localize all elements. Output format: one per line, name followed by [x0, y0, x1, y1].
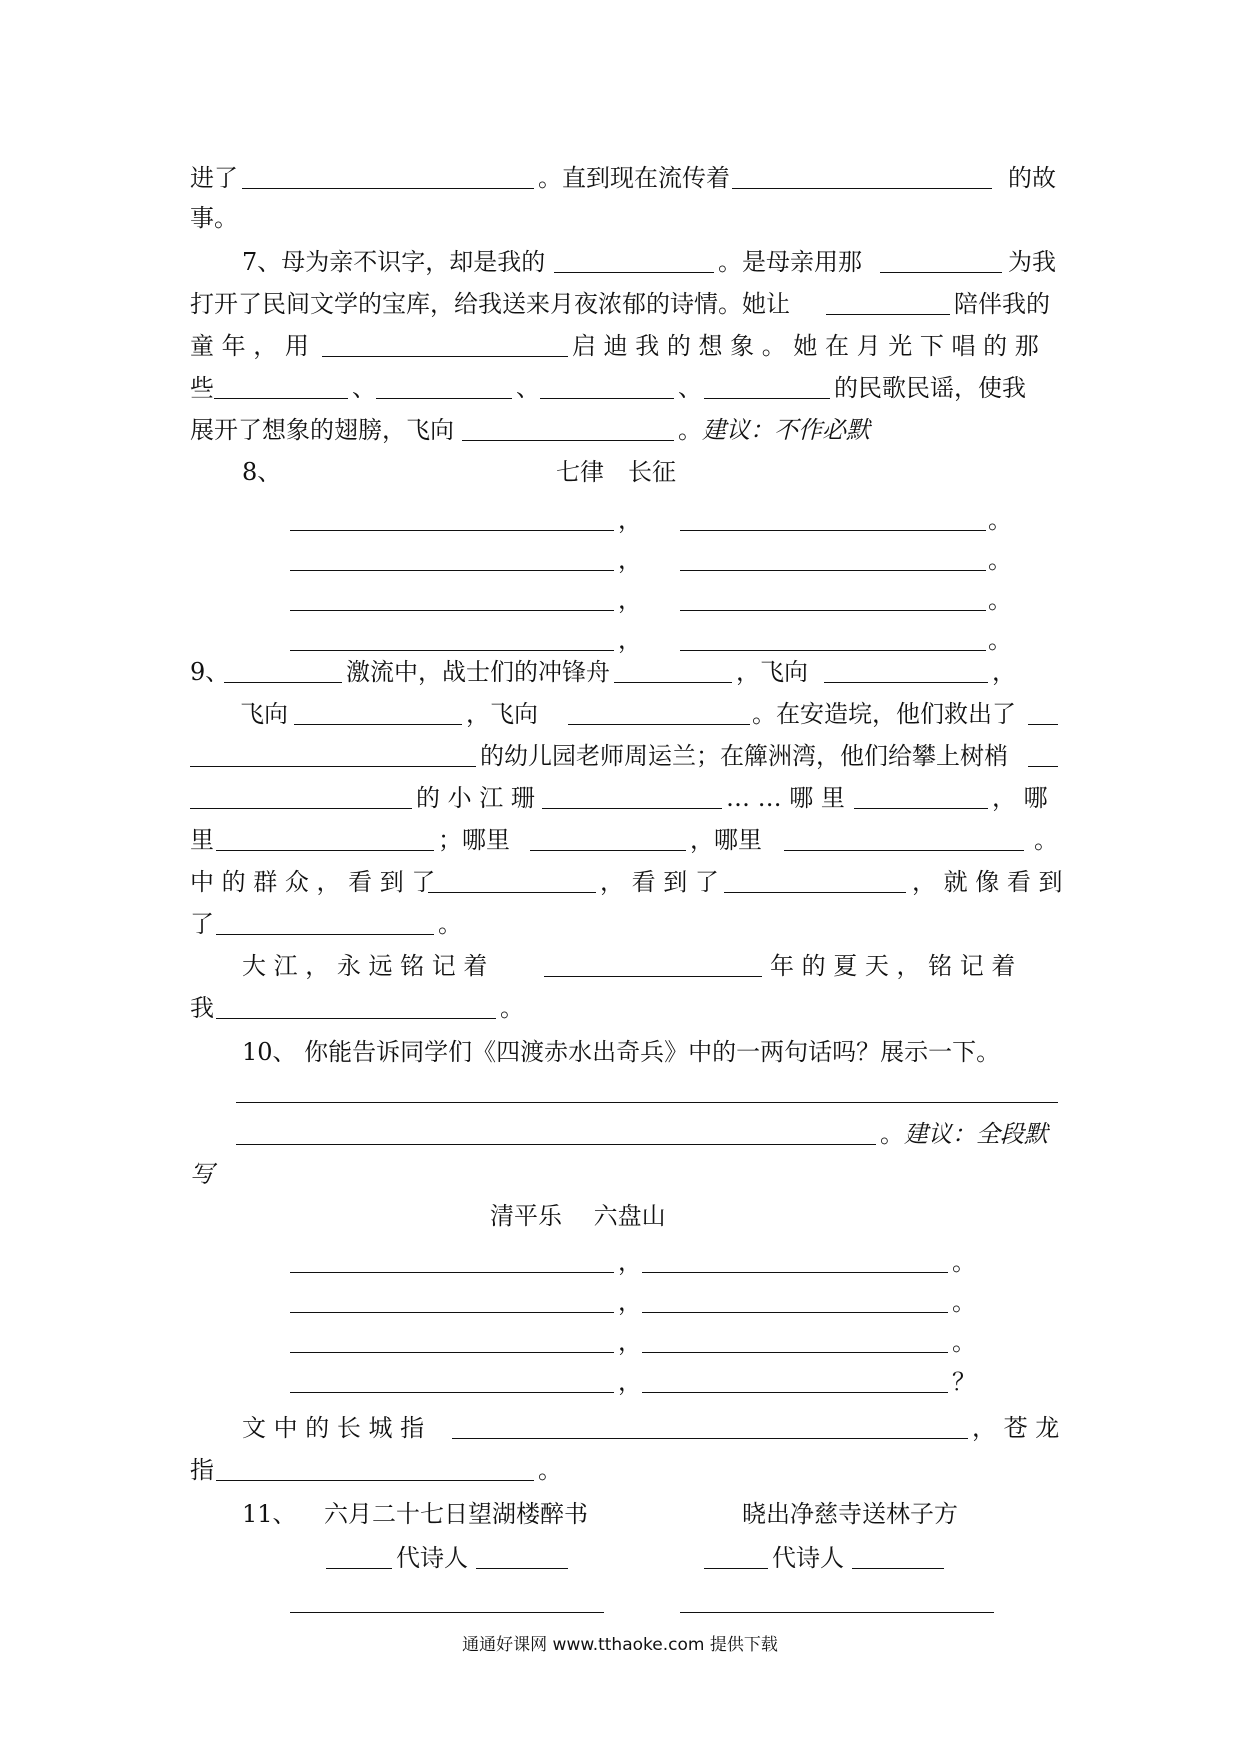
q9-text: ， [992, 658, 1016, 686]
comma-text: ， [618, 586, 642, 614]
q7-line-5 [190, 410, 1060, 450]
q9-line-4 [190, 778, 1060, 818]
q10-line-3 [190, 1114, 1060, 1154]
answer-blank[interactable] [680, 570, 986, 571]
poem-title: 清平乐 六盘山 [490, 1202, 666, 1230]
answer-blank[interactable] [642, 1352, 948, 1353]
q9-text: 大 江 ， 永 远 铭 记 着 [242, 952, 488, 980]
q9-text: 的幼儿园老师周运兰；在簰洲湾，他们给攀上树梢 [480, 742, 1008, 770]
q8-poem-row [190, 540, 1060, 580]
q9-text: ，飞向 [466, 700, 538, 728]
q9-text: … … 哪 里 [726, 784, 845, 812]
q9-text: 激流中，战士们的冲锋舟 [346, 658, 610, 686]
q9-text: ，飞向 [736, 658, 808, 686]
answer-blank[interactable] [216, 1018, 496, 1019]
answer-blank[interactable] [680, 1612, 994, 1613]
suggestion-note: 建议：不作必默 [702, 416, 870, 444]
q7-text: 陪伴我的 [954, 290, 1050, 318]
comma-text: ， [618, 1368, 642, 1396]
answer-blank[interactable] [614, 682, 732, 683]
answer-blank[interactable] [290, 610, 614, 611]
poem2-row [190, 1362, 1060, 1402]
comma-text: ， [618, 1248, 642, 1276]
answer-blank[interactable] [452, 1438, 968, 1439]
suggestion-note: 建议：全段默 [904, 1120, 1048, 1148]
q9-line-7 [190, 904, 1060, 944]
poem2-q-line-2 [190, 1450, 1060, 1490]
poem-title: 六月二十七日望湖楼醉书 [324, 1500, 588, 1528]
answer-blank[interactable] [852, 1568, 944, 1569]
answer-blank[interactable] [680, 650, 986, 651]
q9-line-9 [190, 988, 1060, 1028]
q11-text: 代诗人 [396, 1544, 468, 1572]
poem2-text: 指 [190, 1456, 214, 1484]
q6-text: 。直到现在流传着 [538, 164, 730, 192]
answer-blank[interactable] [642, 1312, 948, 1313]
q7-line-4 [190, 368, 1060, 408]
q9-text: 。 [1034, 826, 1058, 854]
q10-text: 10、 你能告诉同学们《四渡赤水出奇兵》中的一两句话吗？展示一下。 [242, 1038, 1001, 1066]
comma-text: ， [618, 1288, 642, 1316]
period-text: 。 [988, 586, 1012, 614]
answer-blank[interactable] [290, 1312, 614, 1313]
answer-blank[interactable] [568, 724, 750, 725]
separator-text: 、 [516, 374, 540, 402]
period-text: 。 [952, 1248, 976, 1276]
answer-blank[interactable] [294, 724, 462, 725]
answer-blank[interactable] [236, 1144, 876, 1145]
q9-text: 飞向 [240, 700, 288, 728]
answer-blank[interactable] [290, 1612, 604, 1613]
answer-blank[interactable] [290, 530, 614, 531]
suggestion-note: 写 [190, 1160, 214, 1188]
poem2-q-line-1 [190, 1408, 1060, 1448]
comma-text: ， [618, 546, 642, 574]
answer-blank[interactable] [462, 440, 674, 441]
answer-blank[interactable] [428, 892, 596, 893]
period-text: 。 [538, 1456, 562, 1484]
answer-blank[interactable] [642, 1392, 948, 1393]
poem2-row [190, 1282, 1060, 1322]
period-text: 。 [988, 506, 1012, 534]
answer-blank[interactable] [216, 1480, 534, 1481]
period-text: 。 [952, 1328, 976, 1356]
answer-blank[interactable] [680, 610, 986, 611]
q7-text: 展开了想象的翅膀，飞向 [190, 416, 454, 444]
q7-line-3 [190, 326, 1060, 366]
q7-text: 7、母为亲不识字，却是我的 [242, 248, 546, 276]
answer-blank[interactable] [216, 934, 434, 935]
q9-text: 。 [438, 910, 462, 938]
answer-blank[interactable] [236, 1102, 1058, 1103]
answer-blank[interactable] [704, 398, 830, 399]
q9-line-1 [190, 652, 1060, 692]
question-number: 9、 [190, 658, 230, 686]
q10-line-2 [190, 1072, 1060, 1112]
q9-line-5 [190, 820, 1060, 860]
q9-text: 年 的 夏 天 ， 铭 记 着 [770, 952, 1016, 980]
q8-poem-row [190, 580, 1060, 620]
answer-blank[interactable] [642, 1272, 948, 1273]
separator-text: 、 [352, 374, 376, 402]
poem2-row [190, 1242, 1060, 1282]
answer-blank[interactable] [732, 188, 992, 189]
q10-line-1 [190, 1032, 1060, 1072]
q9-line-3 [190, 736, 1060, 776]
q9-line-8 [190, 946, 1060, 986]
period-text: 。 [988, 626, 1012, 654]
poem2-text: ， 苍 龙 [972, 1414, 1060, 1442]
period-text: 。 [988, 546, 1012, 574]
q6-line-1 [190, 158, 1060, 198]
answer-blank[interactable] [826, 314, 950, 315]
q9-text: 里 [190, 826, 214, 854]
answer-blank[interactable] [530, 850, 686, 851]
poem2-text: 文 中 的 长 城 指 [242, 1414, 425, 1442]
answer-blank[interactable] [854, 808, 988, 809]
q11-header [190, 1494, 1060, 1534]
answer-blank[interactable] [1028, 766, 1058, 767]
q9-text: ；哪里 [438, 826, 510, 854]
q7-text: 的民歌民谣，使我 [834, 374, 1026, 402]
answer-blank[interactable] [290, 1352, 614, 1353]
answer-blank[interactable] [704, 1568, 768, 1569]
answer-blank[interactable] [290, 1272, 614, 1273]
answer-blank[interactable] [680, 530, 986, 531]
answer-blank[interactable] [544, 976, 762, 977]
answer-blank[interactable] [542, 808, 722, 809]
comma-text: ， [618, 506, 642, 534]
q8-poem-row [190, 500, 1060, 540]
q9-text: 了 [190, 910, 214, 938]
q7-text: 启 迪 我 的 想 象 。 她 在 月 光 下 唱 的 那 [572, 332, 1039, 360]
q9-text: ， 就 像 看 到 [912, 868, 1063, 896]
q6-text: 的故 [1008, 164, 1056, 192]
answer-blank[interactable] [190, 808, 412, 809]
q7-text: 些 [190, 374, 214, 402]
separator-text: 、 [678, 374, 702, 402]
page-footer: 通通好课网 www.tthaoke.com 提供下载 [462, 1635, 778, 1655]
answer-blank[interactable] [1028, 724, 1058, 725]
answer-blank[interactable] [824, 682, 988, 683]
answer-blank[interactable] [554, 272, 714, 273]
q9-text: 。 [500, 994, 524, 1022]
q7-line-2 [190, 284, 1060, 324]
answer-blank[interactable] [322, 356, 568, 357]
q7-line-1 [190, 242, 1060, 282]
comma-text: ， [618, 626, 642, 654]
q9-line-2 [190, 694, 1060, 734]
q9-line-6 [190, 862, 1063, 902]
answer-blank[interactable] [290, 570, 614, 571]
q6-line-2 [190, 198, 1060, 238]
q7-text: 。 [678, 416, 702, 444]
answer-blank[interactable] [376, 398, 512, 399]
question-number: 11、 [242, 1500, 297, 1528]
comma-text: ， [618, 1328, 642, 1356]
answer-blank[interactable] [214, 398, 348, 399]
q11-text: 代诗人 [772, 1544, 844, 1572]
answer-blank[interactable] [290, 1392, 614, 1393]
q7-text: 为我 [1008, 248, 1056, 276]
q7-text: 。是母亲用那 [718, 248, 862, 276]
answer-blank[interactable] [724, 892, 906, 893]
answer-blank[interactable] [242, 188, 534, 189]
answer-blank[interactable] [784, 850, 1024, 851]
q9-text: 。在安造垸，他们救出了 [752, 700, 1016, 728]
poem-title: 晓出净慈寺送林子方 [742, 1500, 958, 1528]
answer-blank[interactable] [880, 272, 1002, 273]
q9-text: ，哪里 [690, 826, 762, 854]
answer-blank[interactable] [224, 682, 342, 683]
answer-blank[interactable] [216, 850, 434, 851]
q6-text: 事。 [190, 204, 238, 232]
q10-line-4 [190, 1154, 1060, 1194]
q11-dynasty-line [190, 1538, 1060, 1578]
q7-text: 打开了民间文学的宝库，给我送来月夜浓郁的诗情。她让 [190, 290, 790, 318]
q8-header [190, 452, 1060, 492]
q9-text: ， 哪 [992, 784, 1048, 812]
answer-blank[interactable] [540, 398, 674, 399]
q9-text: 我 [190, 994, 214, 1022]
q9-text: 的 小 江 珊 [416, 784, 535, 812]
answer-blank[interactable] [476, 1568, 568, 1569]
poem2-row [190, 1322, 1060, 1362]
answer-blank[interactable] [190, 766, 476, 767]
q6-text: 进了 [190, 164, 238, 192]
question-number: 8、 [242, 458, 282, 486]
answer-blank[interactable] [290, 650, 614, 651]
period-text: 。 [952, 1288, 976, 1316]
q9-text: 中 的 群 众 ， 看 到 了 [190, 868, 436, 896]
period-text: 。 [880, 1120, 904, 1148]
poem-title: 七律 长征 [556, 458, 676, 486]
q9-text: ， 看 到 了 [600, 868, 719, 896]
q7-text: 童 年 ， 用 [190, 332, 309, 360]
answer-blank[interactable] [326, 1568, 392, 1569]
question-mark-text: ？ [952, 1368, 976, 1396]
q11-poem-row [190, 1582, 1060, 1622]
